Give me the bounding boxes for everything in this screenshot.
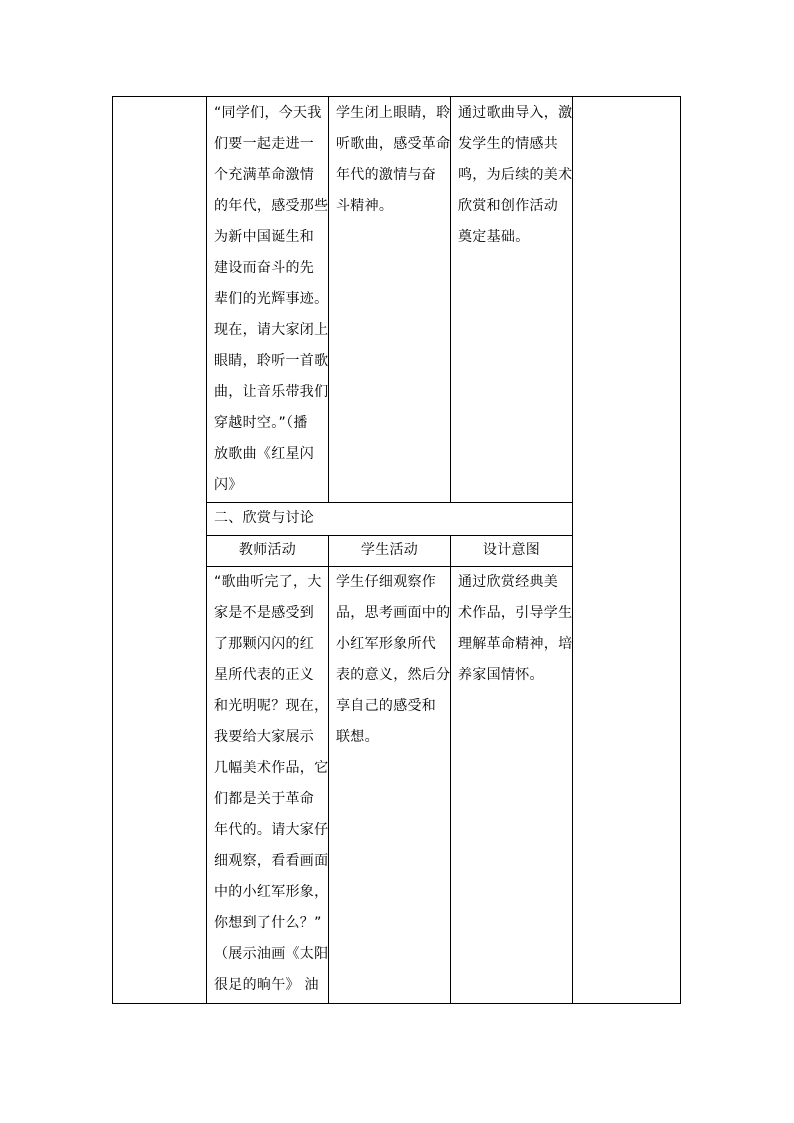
- text-line: 通过欣赏经典美: [458, 574, 559, 590]
- student-activity-cell-1: [336, 98, 451, 222]
- table-right-border: [680, 96, 681, 1004]
- text-line: 斗精神。: [336, 198, 394, 214]
- design-intent-cell-2: [458, 567, 573, 691]
- text-line: “同学们，今天我: [214, 105, 322, 121]
- text-line: “歌曲听完了，大: [214, 574, 322, 590]
- header-student-activity: [329, 535, 450, 566]
- text-line: 家是不是感受到: [214, 605, 315, 621]
- text-line: 几幅美术作品，它: [214, 760, 329, 776]
- text-line: 联想。: [336, 729, 379, 745]
- text-line: 了那颗闪闪的红: [214, 636, 315, 652]
- text-line: 你想到了什么？”: [214, 915, 322, 931]
- text-line: 穿越时空。”（播: [214, 415, 308, 431]
- text-line: （展示油画《太阳: [214, 946, 329, 962]
- text-line: 的年代，感受那些: [214, 198, 329, 214]
- text-line: 术作品，引导学生: [458, 605, 573, 621]
- design-intent-cell-1: [458, 98, 573, 253]
- text-line: 年代的。请大家仔: [214, 822, 329, 838]
- text-line: 享自己的感受和: [336, 698, 437, 714]
- text-line: 我要给大家展示: [214, 729, 315, 745]
- text-line: 奠定基础。: [458, 229, 530, 245]
- text-line: 星所代表的正义: [214, 667, 315, 683]
- teacher-activity-cell-2: [214, 567, 329, 1001]
- text-line: 曲，让音乐带我们: [214, 384, 329, 400]
- text-line: 听歌曲，感受革命: [336, 136, 451, 152]
- text-line: 们要一起走进一: [214, 136, 315, 152]
- text-line: 养家国情怀。: [458, 667, 544, 683]
- text-line: 辈们的光辉事迹。: [214, 291, 329, 307]
- text-line: 建设而奋斗的先: [214, 260, 315, 276]
- text-line: 中的小红军形象，: [214, 884, 329, 900]
- teacher-activity-cell-1: [214, 98, 329, 501]
- text-line: 和光明呢？现在，: [214, 698, 329, 714]
- text-line: 个充满革命激情: [214, 167, 315, 183]
- text-line: 为新中国诞生和: [214, 229, 315, 245]
- text-line: 欣赏和创作活动: [458, 198, 559, 214]
- student-activity-cell-2: [336, 567, 451, 753]
- header-label: 学生活动: [360, 542, 419, 558]
- header-teacher-activity: [207, 535, 328, 566]
- text-line: 很足的晌午》 油: [214, 977, 319, 993]
- text-line: 理解革命精神，培: [458, 636, 573, 652]
- text-line: 发学生的情感共: [458, 136, 559, 152]
- table-top-border: [112, 96, 681, 97]
- header-label: 设计意图: [482, 542, 541, 558]
- column-divider-4: [572, 96, 573, 1004]
- table-bottom-border: [112, 1003, 681, 1004]
- section-title: [214, 503, 564, 534]
- text-line: 小红军形象所代: [336, 636, 437, 652]
- table-left-border: [112, 96, 113, 1004]
- section-title-text: 二、欣赏与讨论: [214, 510, 315, 526]
- header-label: 教师活动: [238, 542, 297, 558]
- column-divider-2-bottom: [328, 535, 329, 1004]
- column-divider-3-bottom: [450, 535, 451, 1004]
- text-line: 学生仔细观察作: [336, 574, 437, 590]
- text-line: 眼睛，聆听一首歌: [214, 353, 329, 369]
- text-line: 通过歌曲导入，激: [458, 105, 573, 121]
- text-line: 们都是关于革命: [214, 791, 315, 807]
- column-divider-3-top: [450, 96, 451, 503]
- text-line: 表的意义，然后分: [336, 667, 451, 683]
- text-line: 现在，请大家闭上: [214, 322, 329, 338]
- header-design-intent: [451, 535, 572, 566]
- column-divider-2-top: [328, 96, 329, 503]
- text-line: 年代的激情与奋: [336, 167, 437, 183]
- text-line: 放歌曲《红星闪: [214, 446, 315, 462]
- text-line: 细观察，看看画面: [214, 853, 329, 869]
- text-line: 闪》: [214, 477, 243, 493]
- text-line: 品，思考画面中的: [336, 605, 451, 621]
- text-line: 鸣，为后续的美术: [458, 167, 573, 183]
- text-line: 学生闭上眼睛，聆: [336, 105, 451, 121]
